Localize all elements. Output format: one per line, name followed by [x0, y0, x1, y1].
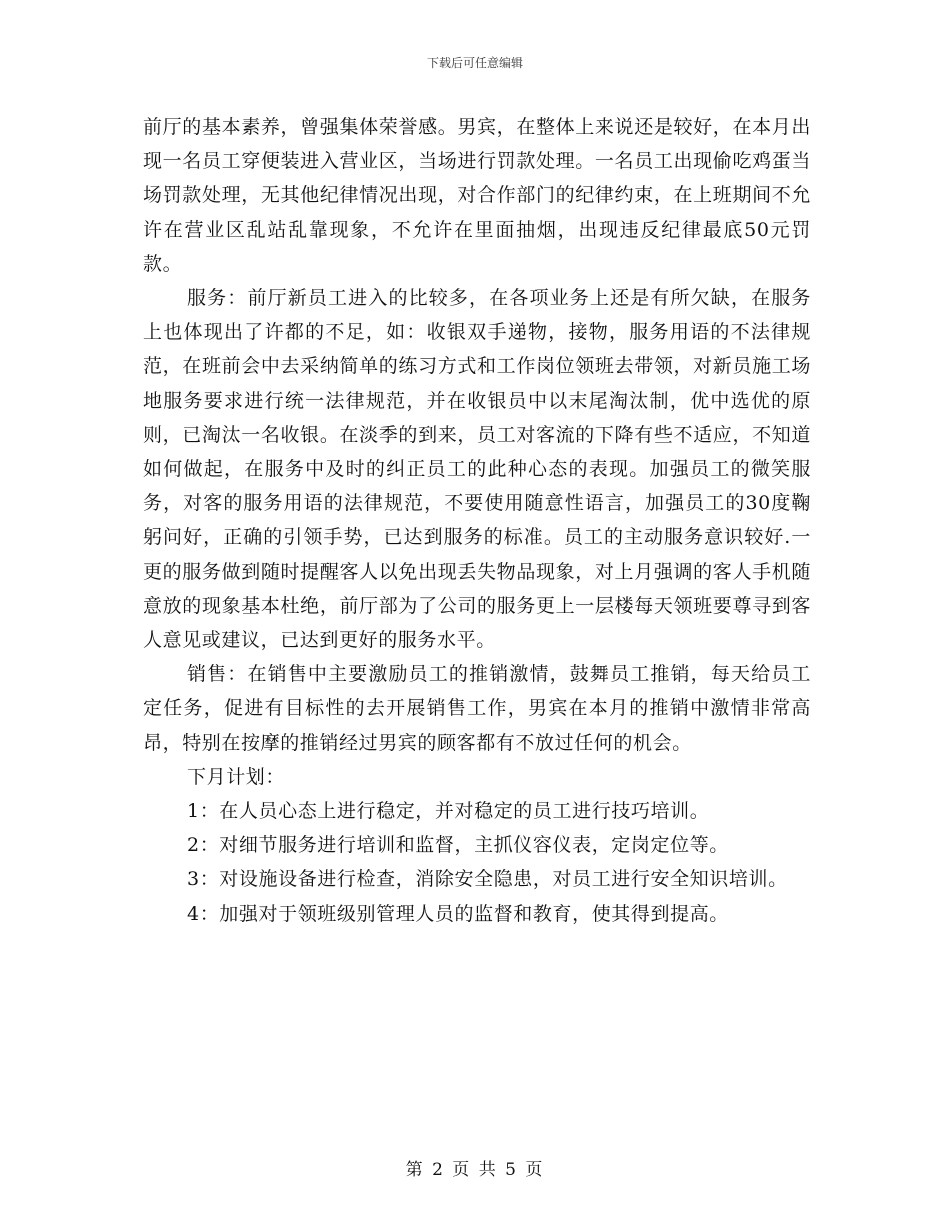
- paragraph-sales: 销售：在销售中主要激励员工的推销激情，鼓舞员工推销，每天给员工定任务，促进有目标性的去开展销售工作，男宾在本月的推销中激情非常高昂，特别在按摩的推销经过男宾的顾客都有不放过任何的机会。: [143, 663, 811, 754]
- plan-item-3: 3：对设施设备进行检查，消除安全隐患，对员工进行安全知识培训。: [187, 868, 788, 891]
- page-number: 第 2 页 共 5 页: [405, 1160, 545, 1180]
- plan-heading: 下月计划：: [187, 765, 286, 788]
- document-body: [143, 110, 811, 931]
- page-header-note: 下载后可任意编辑: [426, 56, 523, 70]
- plan-item-1: 1：在人员心态上进行稳定，并对稳定的员工进行技巧培训。: [187, 800, 710, 823]
- plan-item-4: 4：加强对于领班级别管理人员的监督和教育，使其得到提高。: [187, 902, 729, 925]
- plan-item-2: 2：对细节服务进行培训和监督，主抓仪容仪表，定岗定位等。: [187, 834, 729, 857]
- paragraph-service: 服务：前厅新员工进入的比较多，在各项业务上还是有所欠缺，在服务上也体现出了许都的不足，如：收银双手递物，接物，服务用语的不法律规范，在班前会中去采纳简单的练习方式和工作岗位领班去带领，对新员施工场地服务要求进行统一法律规范，并在收银员中以末尾淘汰制，优中选优的原则，已淘汰一名收银。在淡季的到来，员工对客流的下降有些不适应，不知道如何做起，在服务中及时的纠正员工的此种心态的表现。加强员工的微笑服务，对客的服务用语的法律规范，不要使用随意性语言，加强员工的30度鞠躬问好，正确的引领手势，已达到服务的标准。员工的主动服务意识较好.一更的服务做到随时提醒客人以免出现丢失物品现象，对上月强调的客人手机随意放的现象基本杜绝，前厅部为了公司的服务更上一层楼每天领班要尊寻到客人意见或建议，已达到更好的服务水平。: [143, 287, 811, 652]
- paragraph-discipline: 前厅的基本素养，曾强集体荣誉感。男宾，在整体上来说还是较好，在本月出现一名员工穿便装进入营业区，当场进行罚款处理。一名员工出现偷吃鸡蛋当场罚款处理，无其他纪律情况出现，对合作部门的纪律约束，在上班期间不允许在营业区乱站乱靠现象，不允许在里面抽烟，出现违反纪律最底50元罚款。: [143, 116, 811, 275]
